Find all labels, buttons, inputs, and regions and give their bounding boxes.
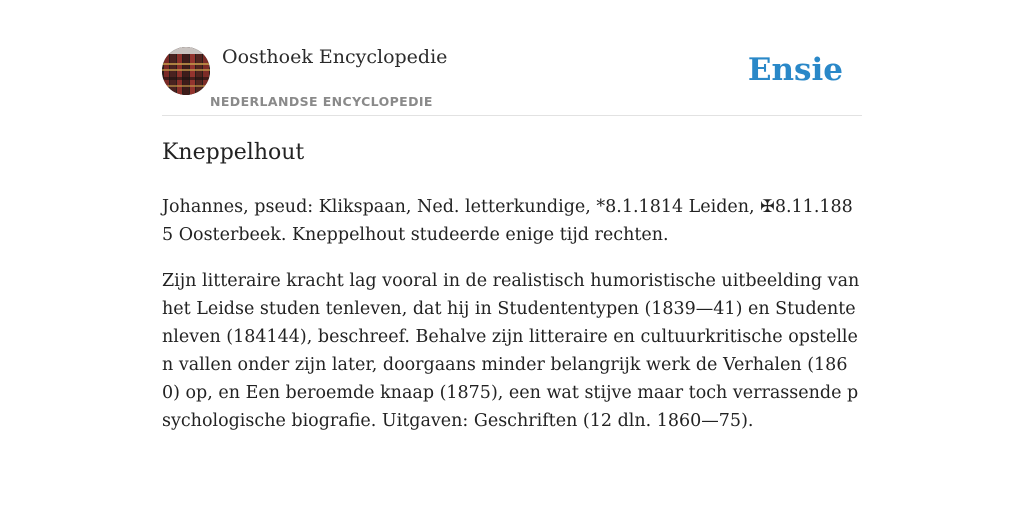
header-divider [162,115,862,116]
ensie-logo[interactable]: Ensie [747,52,843,88]
site-title[interactable]: Oosthoek Encyclopedie [222,46,448,68]
encyclopedia-books-avatar[interactable] [162,47,210,95]
books-icon [162,47,210,95]
article-body [162,193,862,453]
site-subtitle: NEDERLANDSE ENCYCLOPEDIE [210,94,433,109]
article-title: Kneppelhout [162,140,305,165]
article-paragraph: Zijn litteraire kracht lag vooral in de realistisch humoristische uitbeelding van het Leidse studen tenleven, dat hij in Studententypen (1839—41) en Studentenleven (184144), beschreef. Behalve zijn litteraire en cultuurkritische opstellen vallen onder zijn later, doorgaans minder belangrijk werk de Verhalen (1860) op, en Een beroemde knaap (1875), een wat stijve maar toch verrassende psychologische biografie. Uitgaven: Geschriften (12 dln. 1860—75). [162,271,860,431]
article-paragraph: Johannes, pseud: Klikspaan, Ned. letterkundige, *8.1.1814 Leiden, ✠8.11.1885 Oosterbeek. Kneppelhout studeerde enige tijd rechten. [162,197,853,245]
